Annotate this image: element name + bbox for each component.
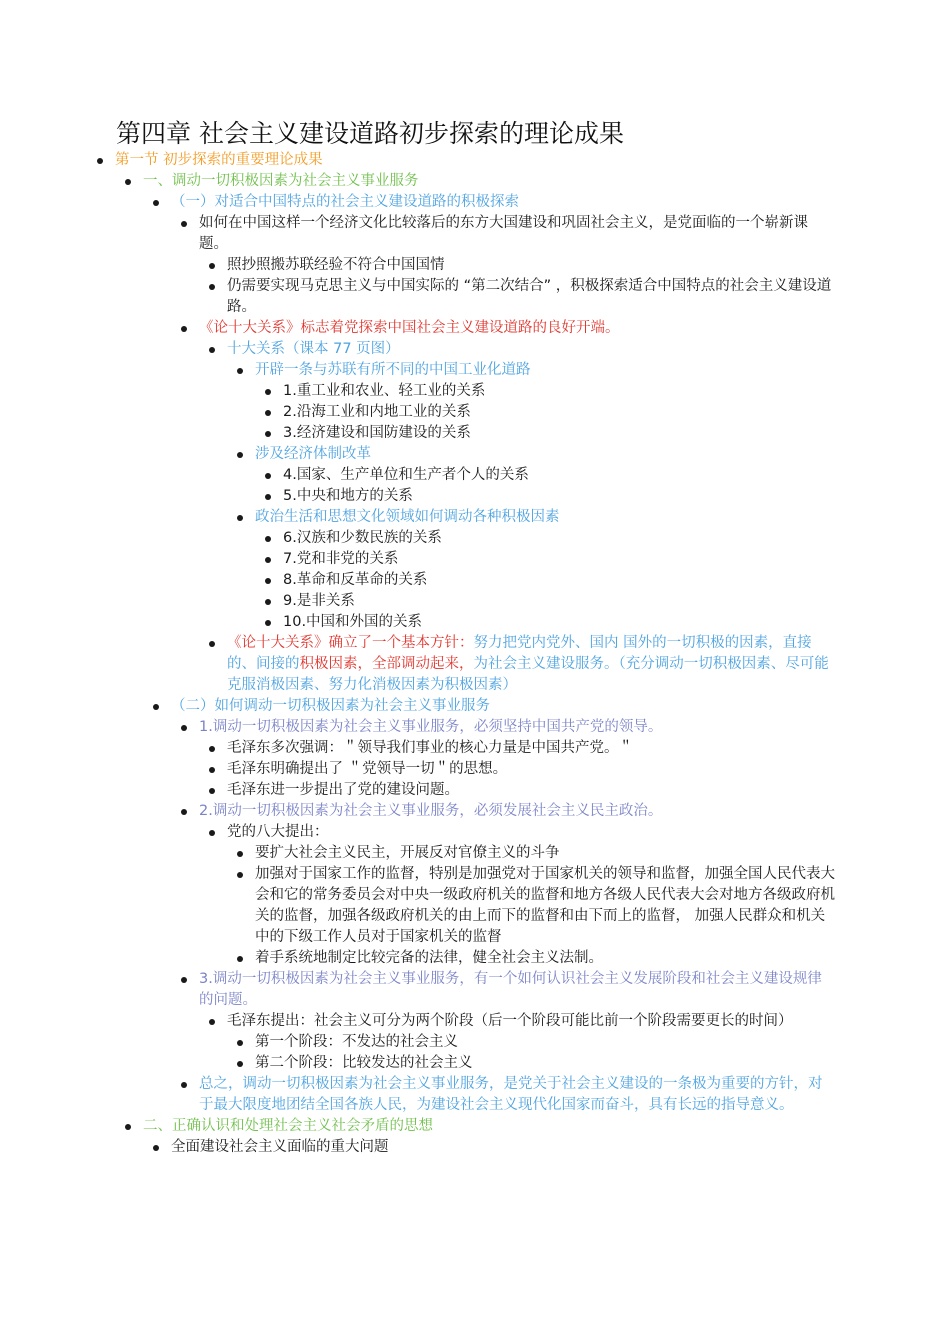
outline-item [0,738,836,759]
outline-item-text: 5.中央和地方的关系 [283,488,413,504]
outline-item-text: 十大关系（课本 77 页图） [227,341,400,357]
outline-list [0,150,836,1158]
outline-item [0,591,836,612]
bullet-icon [153,200,159,206]
bullet-icon [265,536,271,542]
outline-item-text: 7.党和非党的关系 [283,551,399,567]
outline-item [0,276,836,318]
bullet-icon [265,431,271,437]
outline-item [0,318,836,339]
outline-item [0,171,836,192]
bullet-icon [97,158,103,164]
outline-item [0,507,836,528]
bullet-icon [237,872,243,878]
bullet-icon [265,599,271,605]
outline-item [0,444,836,465]
bullet-icon [237,1040,243,1046]
outline-item [0,969,836,1011]
bullet-icon [237,851,243,857]
outline-item [0,360,836,381]
outline-item [0,486,836,507]
bullet-icon [181,1082,187,1088]
outline-item [0,1074,836,1116]
bullet-icon [265,578,271,584]
bullet-icon [265,389,271,395]
bullet-icon [209,347,215,353]
outline-item [0,612,836,633]
bullet-icon [237,515,243,521]
outline-item-text: 党的八大提出： [227,824,329,840]
outline-item [0,402,836,423]
outline-item [0,423,836,444]
outline-item-text: 毛泽东提出：社会主义可分为两个阶段（后一个阶段可能比前一个阶段需要更长的时间） [227,1013,793,1029]
outline-item [0,192,836,213]
outline-item-text: 总之，调动一切积极因素为社会主义事业服务，是党关于社会主义建设的一条极为重要的方针，对于最大限度地团结全国各族人民，为建设社会主义现代化国家而奋斗，具有长远的指导意义。 [199,1076,823,1113]
bullet-icon [237,1061,243,1067]
bullet-icon [209,830,215,836]
outline-item [0,948,836,969]
outline-item-text: 政治生活和思想文化领域如何调动各种积极因素 [255,509,560,525]
outline-item [0,759,836,780]
outline-item-text: 2.调动一切积极因素为社会主义事业服务，必须发展社会主义民主政治。 [199,803,663,819]
bullet-icon [209,788,215,794]
bullet-icon [265,557,271,563]
bullet-icon [209,641,215,647]
outline-item [0,864,836,948]
outline-item-text: 毛泽东多次强调：＂领导我们事业的核心力量是中国共产党。＂ [227,740,633,756]
outline-item [0,1011,836,1032]
chapter-title: 第四章 社会主义建设道路初步探索的理论成果 [116,119,624,148]
bullet-icon [181,809,187,815]
outline-item [0,528,836,549]
outline-item [0,255,836,276]
outline-item [0,717,836,738]
outline-item-text: 如何在中国这样一个经济文化比较落后的东方大国建设和巩固社会主义，是党面临的一个崭新课题。 [199,215,808,252]
outline-item-text: 要扩大社会主义民主，开展反对官僚主义的斗争 [255,845,560,861]
outline-item-text: 4.国家、生产单位和生产者个人的关系 [283,467,529,483]
bullet-icon [209,263,215,269]
bullet-icon [209,1019,215,1025]
bullet-icon [153,704,159,710]
outline-item [0,339,836,360]
bullet-icon [237,956,243,962]
outline-item [0,780,836,801]
outline-item-text: 全面建设社会主义面临的重大问题 [171,1139,389,1155]
outline-item-text: 8.革命和反革命的关系 [283,572,428,588]
outline-item-text: 第一个阶段：不发达的社会主义 [255,1034,458,1050]
outline-item [0,1032,836,1053]
outline-item-text: 涉及经济体制改革 [255,446,371,462]
outline-text-segment: 积极因素，全部调动起来， [299,656,474,672]
outline-item-text: （二）如何调动一切积极因素为社会主义事业服务 [171,698,490,714]
outline-text-segment: 为社会主义建设服务。（充分调动一切积极因素、尽可能克服消极因素、努力化消极因素为积极因素） [227,656,829,693]
outline-item-text: 10.中国和外国的关系 [283,614,423,630]
outline-item-text: 毛泽东进一步提出了党的建设问题。 [227,782,459,798]
outline-item [0,465,836,486]
outline-item-text: 一、调动一切积极因素为社会主义事业服务 [143,173,419,189]
bullet-icon [209,767,215,773]
bullet-icon [237,368,243,374]
bullet-icon [181,326,187,332]
outline-item-text: 1.重工业和农业、轻工业的关系 [283,383,486,399]
bullet-icon [125,1124,131,1130]
outline-item-text: 9.是非关系 [283,593,355,609]
outline-item [0,633,836,696]
outline-item [0,213,836,255]
bullet-icon [153,1145,159,1151]
outline-item-text: 第一节 初步探索的重要理论成果 [115,152,323,168]
outline-item [0,381,836,402]
outline-item [0,549,836,570]
outline-item-text: 开辟一条与苏联有所不同的中国工业化道路 [255,362,531,378]
outline-item-text: 《论十大关系》标志着党探索中国社会主义建设道路的良好开端。 [199,320,620,336]
outline-item [0,1116,836,1137]
outline-item [0,822,836,843]
outline-item-text [227,633,836,696]
bullet-icon [125,179,131,185]
outline-text-segment: 《论十大关系》确立了一个基本方针： [227,635,474,651]
outline-item [0,1137,836,1158]
bullet-icon [181,977,187,983]
outline-item-text: 2.沿海工业和内地工业的关系 [283,404,471,420]
outline-item-text: 6.汉族和少数民族的关系 [283,530,442,546]
outline-item-text: 仍需要实现马克思主义与中国实际的 “第二次结合” ，积极探索适合中国特点的社会主义建设道路。 [227,278,832,315]
outline-item [0,1053,836,1074]
bullet-icon [237,452,243,458]
bullet-icon [265,494,271,500]
outline-item [0,570,836,591]
outline-item-text: 第二个阶段：比较发达的社会主义 [255,1055,473,1071]
bullet-icon [265,473,271,479]
outline-item [0,801,836,822]
outline-item-text: 着手系统地制定比较完备的法律，健全社会主义法制。 [255,950,603,966]
outline-item-text: （一）对适合中国特点的社会主义建设道路的积极探索 [171,194,519,210]
outline-item-text: 3.调动一切积极因素为社会主义事业服务，有一个如何认识社会主义发展阶段和社会主义建设规律的问题。 [199,971,822,1008]
outline-item [0,150,836,171]
outline-item-text: 毛泽东明确提出了 ＂党领导一切＂的思想。 [227,761,508,777]
bullet-icon [181,221,187,227]
bullet-icon [265,620,271,626]
outline-item-text: 二、正确认识和处理社会主义社会矛盾的思想 [143,1118,433,1134]
outline-item [0,696,836,717]
outline-item-text: 照抄照搬苏联经验不符合中国国情 [227,257,445,273]
outline-item-text: 1.调动一切积极因素为社会主义事业服务，必须坚持中国共产党的领导。 [199,719,663,735]
bullet-icon [181,725,187,731]
bullet-icon [209,284,215,290]
outline-item-text: 加强对于国家工作的监督，特别是加强党对于国家机关的领导和监督，加强全国人民代表大会和它的常务委员会对中央一级政府机关的监督和地方各级人民代表大会对地方各级政府机关的监督，加强各级政府机关的由上而下的监督和由下而上的监督， 加强人民群众和机关中的下级工作人员对于国家机关的监督 [255,866,835,945]
bullet-icon [209,746,215,752]
outline-text-segment: 努力把党内党外、国内 国外的一切积极的因素，直接的、间接的 [227,635,812,672]
bullet-icon [265,410,271,416]
outline-item [0,843,836,864]
outline-item-text: 3.经济建设和国防建设的关系 [283,425,471,441]
